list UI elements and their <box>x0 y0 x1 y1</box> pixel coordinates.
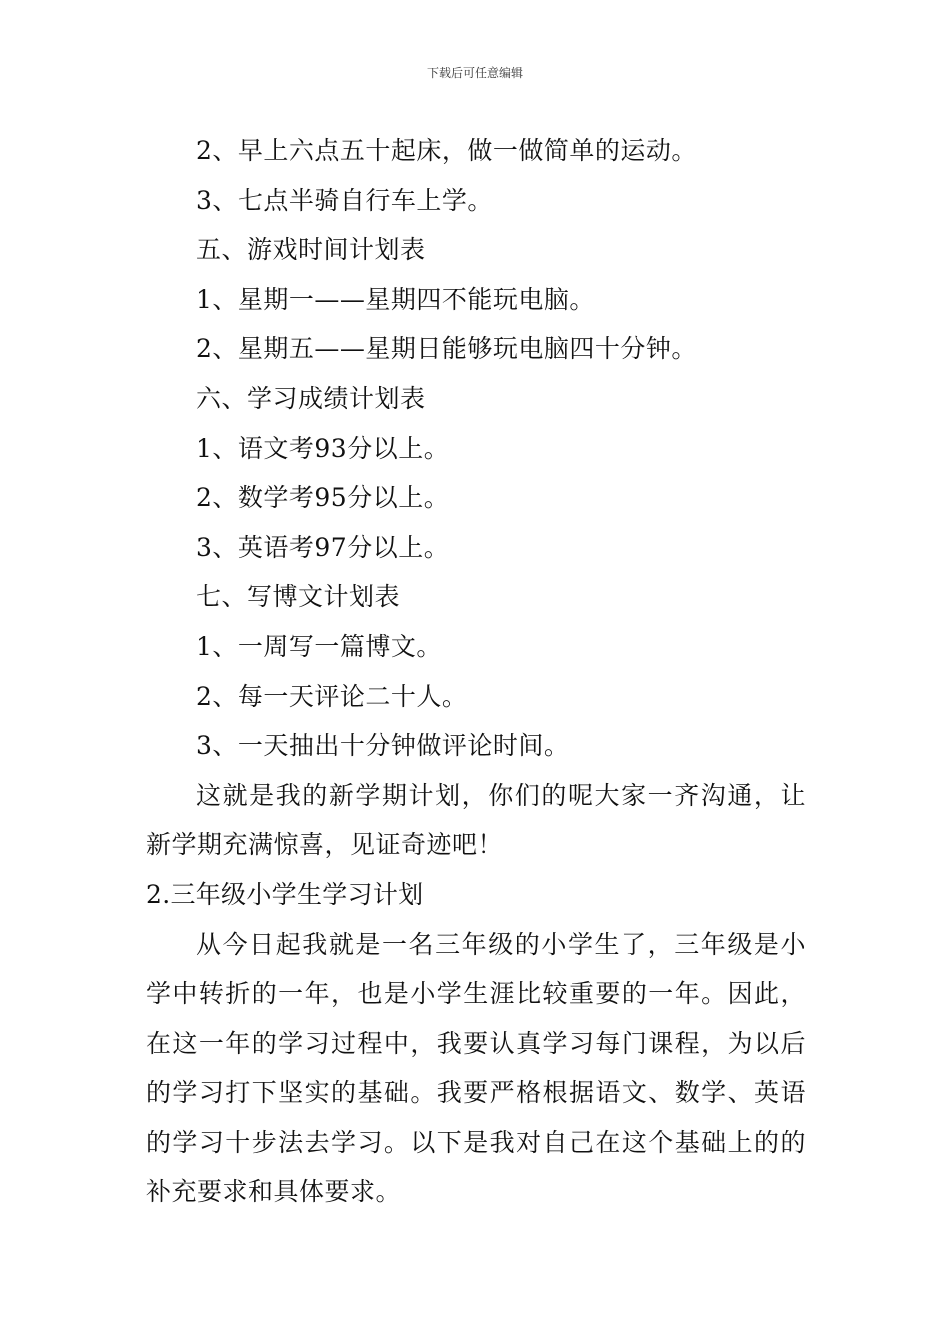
list-item: 1、星期一——星期四不能玩电脑。 <box>196 284 595 314</box>
body-paragraph: 从今日起我就是一名三年级的小学生了，三年级是小学中转折的一年，也是小学生涯比较重要的一年。因此，在这一年的学习过程中，我要认真学习每门课程，为以后的学习打下坚实的基础。我要严格根据语文、数学、英语的学习十步法去学习。以下是我对自己在这个基础上的的补充要求和具体要求。 <box>146 929 806 1207</box>
page-header: 下载后可任意编辑 <box>426 66 523 80</box>
section-heading: 六、学习成绩计划表 <box>196 383 426 413</box>
section-heading: 七、写博文计划表 <box>196 582 401 612</box>
list-item: 3、一天抽出十分钟做评论时间。 <box>196 731 570 761</box>
list-item: 2、早上六点五十起床，做一做简单的运动。 <box>196 136 697 165</box>
article-heading: 2.三年级小学生学习计划 <box>146 879 424 909</box>
list-item: 2、星期五——星期日能够玩电脑四十分钟。 <box>196 334 697 364</box>
document-body <box>146 126 806 1217</box>
list-item: 3、英语考97分以上。 <box>196 532 450 562</box>
list-item: 2、每一天评论二十人。 <box>196 681 468 711</box>
list-item: 1、一周写一篇博文。 <box>196 631 442 661</box>
list-item: 2、数学考95分以上。 <box>196 483 450 513</box>
closing-paragraph: 这就是我的新学期计划，你们的呢大家一齐沟通，让新学期充满惊喜，见证奇迹吧！ <box>146 780 806 860</box>
list-item: 3、七点半骑自行车上学。 <box>196 185 493 215</box>
list-item: 1、语文考93分以上。 <box>196 433 450 463</box>
section-heading: 五、游戏时间计划表 <box>196 235 426 265</box>
